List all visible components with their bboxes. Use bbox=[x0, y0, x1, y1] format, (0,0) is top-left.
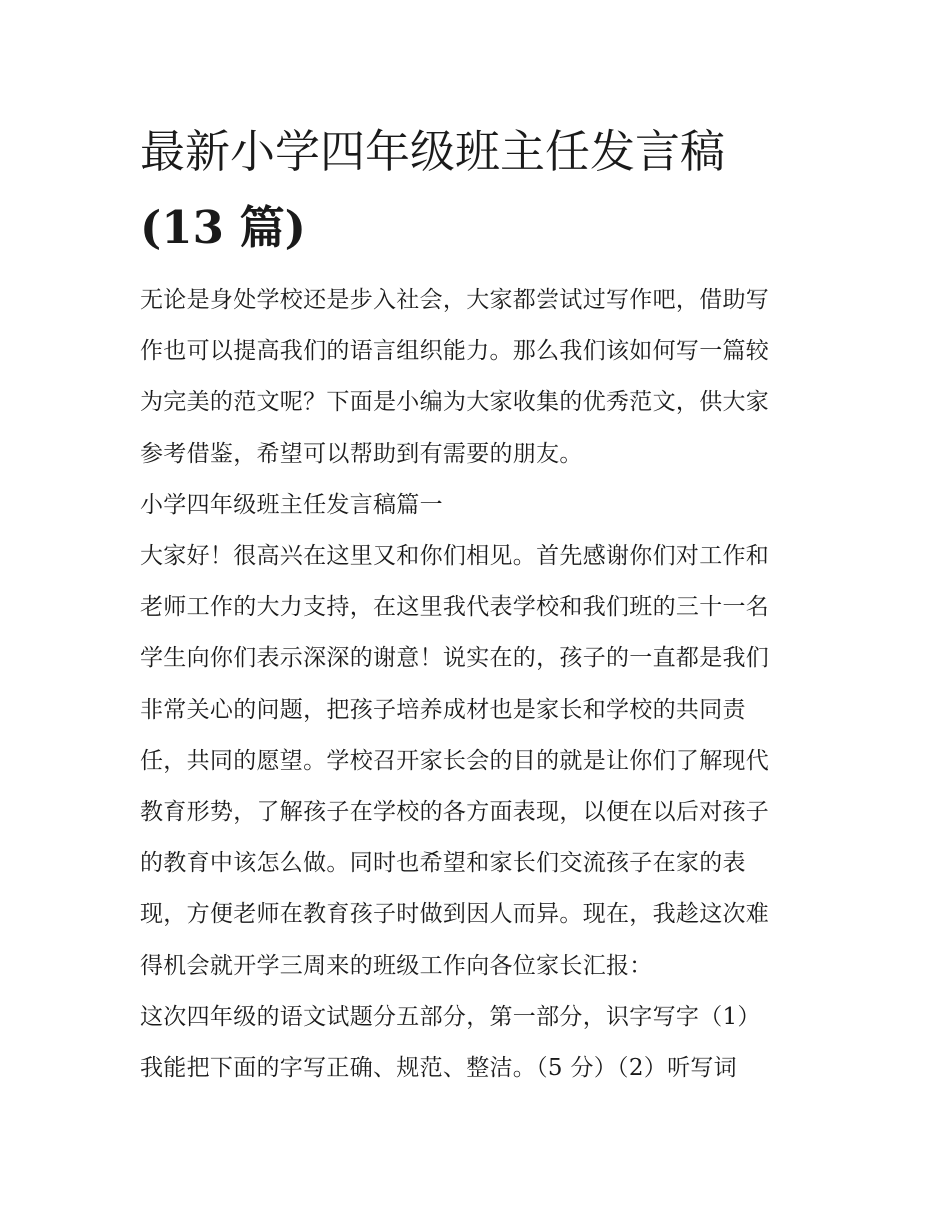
paragraph-line: 非常关心的问题，把孩子培养成材也是家长和学校的共同责 bbox=[140, 696, 746, 723]
intro-line: 参考借鉴，希望可以帮助到有需要的朋友。 bbox=[140, 440, 583, 467]
section-heading bbox=[140, 480, 820, 531]
intro-line: 作也可以提高我们的语言组织能力。那么我们该如何写一篇较 bbox=[140, 338, 770, 365]
body-paragraph-2 bbox=[140, 992, 820, 1094]
section-heading-text: 小学四年级班主任发言稿篇一 bbox=[140, 492, 443, 518]
paragraph-line: 任，共同的愿望。学校召开家长会的目的就是让你们了解现代 bbox=[140, 747, 770, 774]
document-title bbox=[140, 114, 820, 266]
intro-line: 为完美的范文呢？下面是小编为大家收集的优秀范文，供大家 bbox=[140, 389, 770, 416]
title-line-2: (13 篇) bbox=[140, 201, 306, 254]
paragraph-line: 教育形势，了解孩子在学校的各方面表现，以便在以后对孩子 bbox=[140, 799, 770, 826]
body-paragraph-1 bbox=[140, 531, 820, 992]
title-line-1: 最新小学四年级班主任发言稿 bbox=[140, 125, 726, 178]
paragraph-line: 这次四年级的语文试题分五部分，第一部分，识字写字（1） bbox=[140, 1004, 761, 1030]
paragraph-line: 大家好！很高兴在这里又和你们相见。首先感谢你们对工作和 bbox=[140, 543, 770, 569]
paragraph-line: 学生向你们表示深深的谢意！说实在的，孩子的一直都是我们 bbox=[140, 645, 770, 672]
paragraph-line: 老师工作的大力支持，在这里我代表学校和我们班的三十一名 bbox=[140, 594, 770, 621]
intro-line: 无论是身处学校还是步入社会，大家都尝试过写作吧，借助写 bbox=[140, 287, 770, 313]
intro-paragraph bbox=[140, 275, 820, 480]
paragraph-line: 的教育中该怎么做。同时也希望和家长们交流孩子在家的表 bbox=[140, 850, 746, 877]
paragraph-line: 得机会就开学三周来的班级工作向各位家长汇报： bbox=[140, 952, 653, 979]
paragraph-line: 我能把下面的字写正确、规范、整洁。（5 分）（2）听写词 bbox=[140, 1055, 737, 1082]
paragraph-line: 现，方便老师在教育孩子时做到因人而异。现在，我趁这次难 bbox=[140, 901, 770, 928]
